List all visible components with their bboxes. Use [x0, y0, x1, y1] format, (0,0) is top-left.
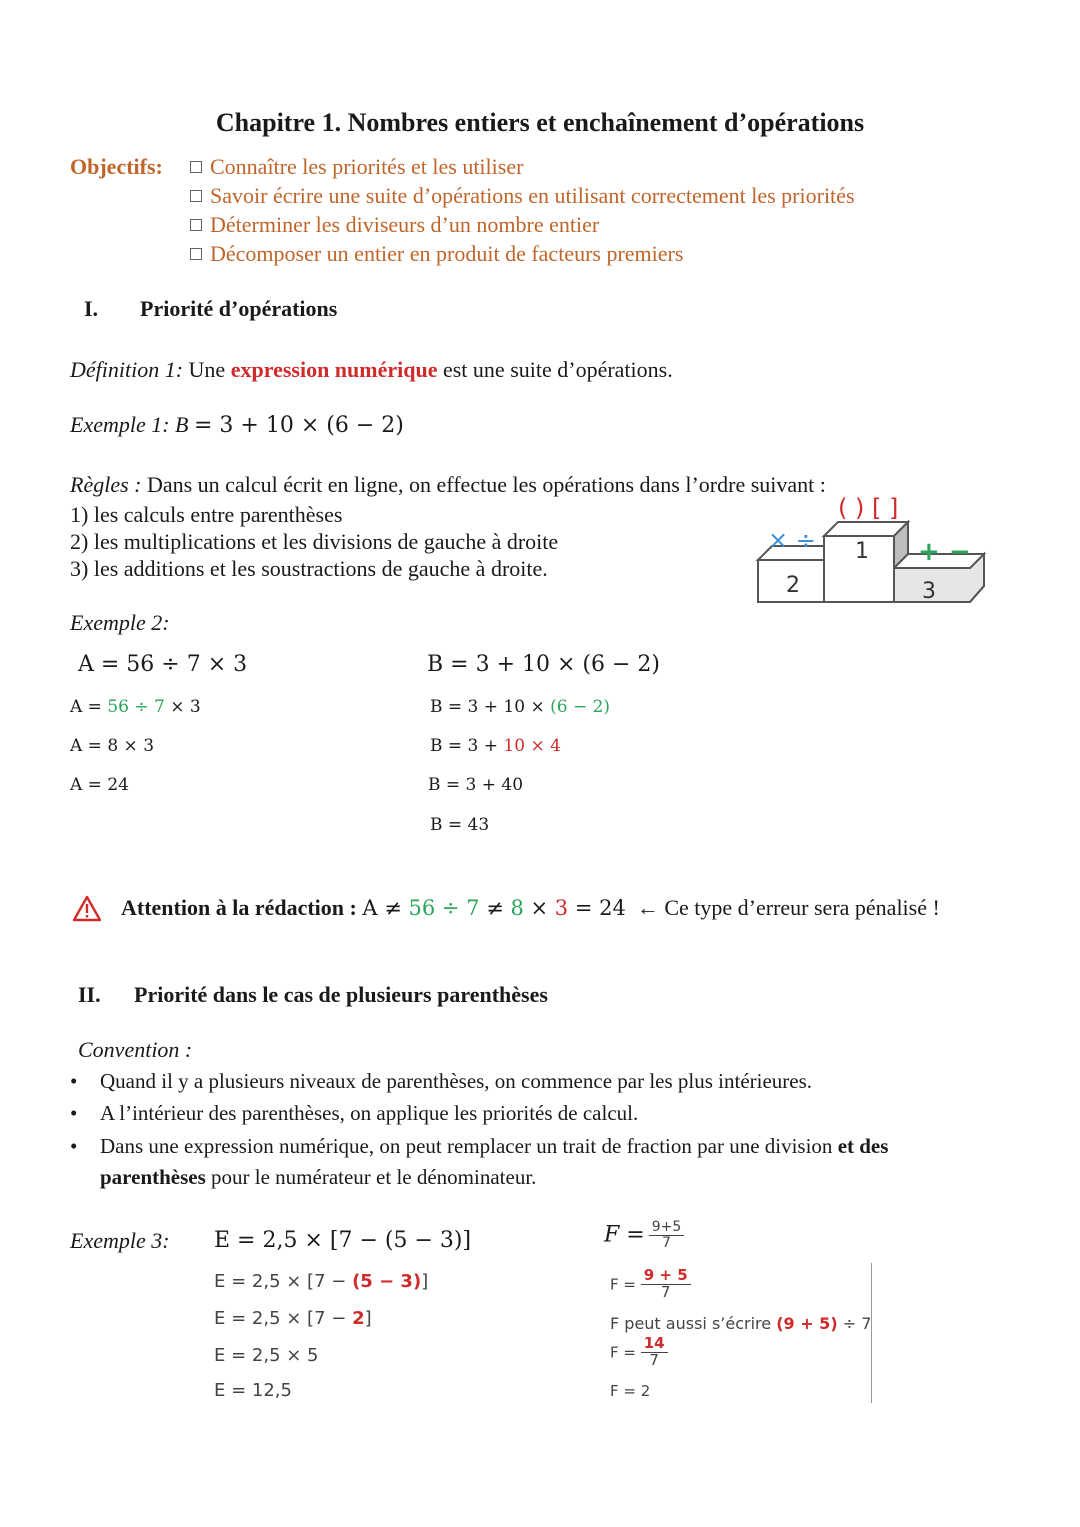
- objective-item: Décomposer un entier en produit de facteurs premiers: [190, 241, 683, 267]
- example-3-f-step-1: F = $\frac{9 + 5}{7}$: [610, 1268, 691, 1301]
- rule-item: 3) les additions et les soustractions de gauche à droite.: [70, 556, 548, 581]
- definition-label: Définition 1:: [70, 357, 184, 382]
- example-3-e-step-3: E = 2,5 × 5: [214, 1345, 319, 1366]
- attention-note: ← Ce type d’erreur sera pénalisé !: [636, 895, 940, 920]
- example-2-b-step-2: B = 3 + 10 × 4: [430, 736, 561, 756]
- example-2-a-step-2: A = 8 × 3: [70, 736, 155, 756]
- example-3-e-step-2: E = 2,5 × [7 − 2]: [214, 1308, 372, 1329]
- section-2-number: II.: [78, 982, 101, 1007]
- image-border-divider: [871, 1263, 872, 1403]
- example-3-f-step-4: F = 2: [610, 1382, 651, 1400]
- section-2-title: Priorité dans le cas de plusieurs parenthèses: [134, 982, 548, 1007]
- objective-item: Savoir écrire une suite d’opérations en utilisant correctement les priorités: [190, 183, 855, 209]
- convention-bullet: • Quand il y a plusieurs niveaux de parenthèses, on commence par les plus intérieures.: [70, 1069, 813, 1093]
- rules-label: Règles :: [70, 472, 142, 497]
- example-3-e-header: E = 2,5 × [7 − (5 − 3)]: [214, 1228, 472, 1253]
- example-3-e-step-4: E = 12,5: [214, 1380, 292, 1401]
- convention-bullet: • Dans une expression numérique, on peut remplacer un trait de fraction par une division et des: [70, 1134, 889, 1158]
- checkbox-icon: [190, 219, 202, 231]
- chapter-title: Chapitre 1. Nombres entiers et enchaînement d’opérations: [215, 108, 865, 137]
- example-2-b-step-3: B = 3 + 40: [428, 775, 524, 795]
- example-1-label: Exemple 1: B: [70, 412, 189, 437]
- example-2-a-step-1: A = 56 ÷ 7 × 3: [70, 697, 201, 717]
- objective-item: Déterminer les diviseurs d’un nombre entier: [190, 212, 599, 238]
- section-1-heading: [84, 296, 337, 322]
- checkbox-icon: [190, 248, 202, 260]
- attention-line: [121, 895, 940, 921]
- example-3-f-header: F = $\frac{9+5}{7}$: [604, 1220, 684, 1250]
- attention-label: Attention à la rédaction :: [121, 895, 357, 920]
- objectives-label: Objectifs:: [70, 154, 163, 179]
- podium-rank-1: 1: [855, 539, 869, 564]
- example-3-f-step-2: F peut aussi s’écrire (9 + 5) ÷ 7: [610, 1314, 872, 1333]
- example-2-b-step-4: B = 43: [430, 815, 490, 835]
- podium-rank-3: 3: [922, 579, 936, 604]
- example-2-a-step-3: A = 24: [70, 775, 129, 795]
- rule-item: 2) les multiplications et les divisions de gauche à droite: [70, 529, 559, 554]
- checkbox-icon: [190, 190, 202, 202]
- example-2-b-step-1: B = 3 + 10 × (6 − 2): [430, 697, 611, 717]
- warning-icon: [72, 895, 102, 922]
- objective-item: Connaître les priorités et les utiliser: [190, 154, 523, 180]
- convention-bullet: • A l’intérieur des parenthèses, on applique les priorités de calcul.: [70, 1101, 639, 1125]
- example-2-a-header: A = 56 ÷ 7 × 3: [78, 652, 248, 677]
- checkbox-icon: [190, 161, 202, 173]
- example-2-label: Exemple 2:: [70, 610, 170, 635]
- rule-item: 1) les calculs entre parenthèses: [70, 502, 343, 527]
- attention-expression: A ≠ 56 ÷ 7 ≠ 8 × 3 = 24: [362, 896, 626, 920]
- rules-intro: Règles : Dans un calcul écrit en ligne, on effectue les opérations dans l’ordre suivant :: [70, 472, 826, 497]
- convention-bullet-continued: parenthèses pour le numérateur et le dénominateur.: [100, 1165, 537, 1189]
- definition-term: expression numérique: [230, 357, 438, 382]
- example-3-f-step-3: F = $\frac{14}{7}$: [610, 1336, 668, 1369]
- podium-rank-2: 2: [786, 573, 800, 598]
- example-2-b-header: B = 3 + 10 × (6 − 2): [427, 652, 660, 677]
- section-1-number: I.: [84, 296, 99, 321]
- example-3-e-step-1: E = 2,5 × [7 − (5 − 3)]: [214, 1271, 429, 1292]
- convention-label: Convention :: [78, 1037, 193, 1062]
- example-1: [70, 412, 404, 438]
- definition-1: Définition 1: Une expression numérique est une suite d’opérations.: [70, 357, 673, 382]
- podium-ops-add-subtract: + −: [918, 537, 971, 567]
- podium-ops-brackets: ( ) [ ]: [838, 494, 899, 522]
- section-1-title: Priorité d’opérations: [140, 296, 338, 321]
- section-2-heading: [78, 982, 548, 1008]
- priority-podium-illustration: [752, 490, 992, 612]
- example-3-label: Exemple 3:: [70, 1228, 170, 1253]
- podium-ops-multiply-divide: × ÷: [768, 526, 816, 554]
- example-1-expression: = 3 + 10 × (6 − 2): [194, 413, 404, 438]
